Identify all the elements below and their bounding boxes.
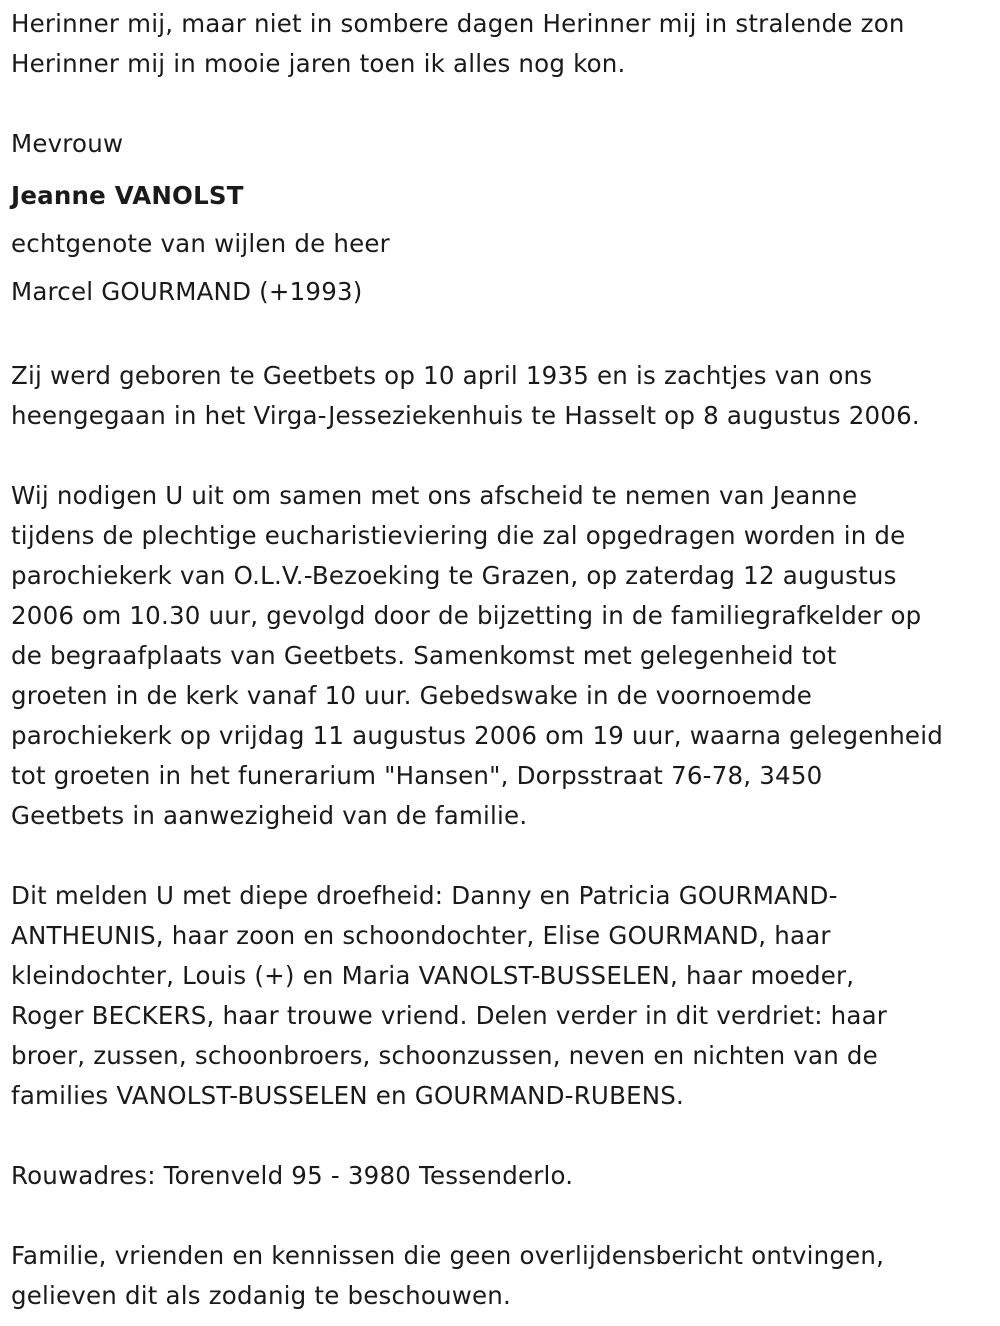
salutation: Mevrouw [11, 129, 124, 158]
paragraph-line: tijdens de plechtige eucharistieviering die zal opgedragen worden in de [11, 521, 906, 550]
paragraph-line: heengegaan in het Virga-Jesseziekenhuis te Hasselt op 8 augustus 2006. [11, 401, 920, 430]
paragraph-birth-death [11, 356, 996, 436]
spouse-name: Marcel GOURMAND (+1993) [11, 277, 363, 306]
paragraph-line: Roger BECKERS, haar trouwe vriend. Delen verder in dit verdriet: haar [11, 1001, 888, 1030]
paragraph-line: 2006 om 10.30 uur, gevolgd door de bijzetting in de familiegrafkelder op [11, 601, 922, 630]
paragraph-notice [11, 1236, 996, 1316]
paragraph-line: kleindochter, Louis (+) en Maria VANOLST-BUSSELEN, haar moeder, [11, 961, 855, 990]
mourning-address: Rouwadres: Torenveld 95 - 3980 Tessenderlo. [11, 1161, 574, 1190]
deceased-header [11, 124, 996, 316]
paragraph-line: Geetbets in aanwezigheid van de familie. [11, 801, 528, 830]
paragraph-ceremony [11, 476, 996, 836]
paragraph-line: families VANOLST-BUSSELEN en GOURMAND-RUBENS. [11, 1081, 685, 1110]
paragraph-line: Familie, vrienden en kennissen die geen overlijdensbericht ontvingen, [11, 1241, 885, 1270]
paragraph-line: gelieven dit als zodanig te beschouwen. [11, 1281, 512, 1310]
paragraph-line: Wij nodigen U uit om samen met ons afscheid te nemen van Jeanne [11, 481, 858, 510]
poem-line: Herinner mij in mooie jaren toen ik alles nog kon. [11, 49, 626, 78]
paragraph-line: de begraafplaats van Geetbets. Samenkomst met gelegenheid tot [11, 641, 837, 670]
paragraph-line: ANTHEUNIS, haar zoon en schoondochter, Elise GOURMAND, haar [11, 921, 831, 950]
paragraph-line: parochiekerk op vrijdag 11 augustus 2006 om 19 uur, waarna gelegenheid [11, 721, 943, 750]
obituary-document [11, 4, 996, 1316]
paragraph-address [11, 1156, 996, 1196]
paragraph-line: tot groeten in het funerarium "Hansen", Dorpsstraat 76-78, 3450 [11, 761, 823, 790]
relation-text: echtgenote van wijlen de heer [11, 229, 390, 258]
poem-line: Herinner mij, maar niet in sombere dagen Herinner mij in stralende zon [11, 9, 905, 38]
paragraph-line: broer, zussen, schoonbroers, schoonzussen, neven en nichten van de [11, 1041, 878, 1070]
paragraph-line: parochiekerk van O.L.V.-Bezoeking te Grazen, op zaterdag 12 augustus [11, 561, 897, 590]
paragraph-line: groeten in de kerk vanaf 10 uur. Gebedswake in de voornoemde [11, 681, 812, 710]
paragraph-line: Dit melden U met diepe droefheid: Danny en Patricia GOURMAND- [11, 881, 838, 910]
paragraph-line: Zij werd geboren te Geetbets op 10 april 1935 en is zachtjes van ons [11, 361, 873, 390]
deceased-name: Jeanne VANOLST [11, 181, 244, 210]
poem [11, 4, 996, 84]
paragraph-family [11, 876, 996, 1116]
